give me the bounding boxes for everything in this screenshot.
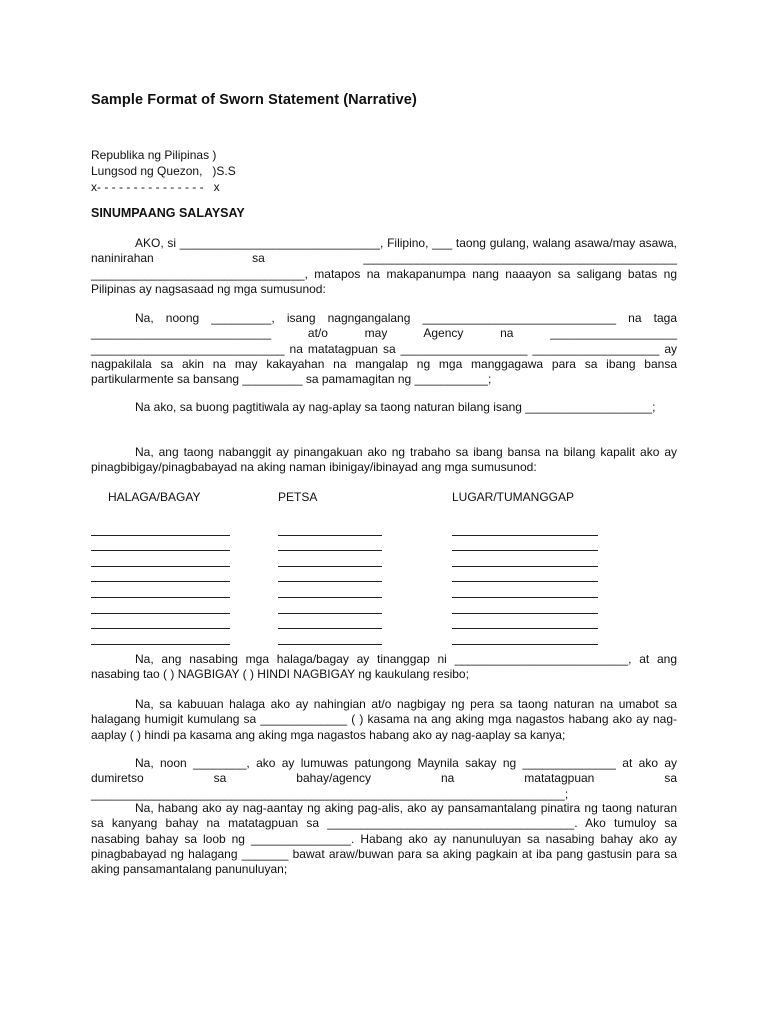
paragraph-4: Na, ang taong nabanggit ay pinangakuan ako ng trabaho sa ibang bansa na bilang kapalit ako ay pinagbibigay/pinagbabayad na aking naman ibinigay/ibinayad ang mga sumusunod:	[91, 445, 677, 475]
paragraph-7: Na, noon ________, ako ay lumuwas patungong Maynila sakay ng ______________ at ako ay dumiretso sa bahay/agency na matatagpuan sa _______________________________________________________________________;	[91, 756, 677, 801]
blank-line	[91, 582, 230, 598]
blank-line	[452, 582, 598, 598]
blank-line	[91, 536, 230, 552]
paragraph-5: Na, ang nasabing mga halaga/bagay ay tinanggap ni __________________________, at ang nasabing tao ( ) NAGBIGAY ( ) HINDI NAGBIGAY ng kaukulang resibo;	[91, 652, 677, 682]
blank-line	[278, 629, 382, 645]
header-city: Lungsod ng Quezon, )S.S	[91, 164, 236, 178]
blank-line	[278, 598, 382, 614]
paragraph-3: Na ako, sa buong pagtitiwala ay nag-aplay sa taong naturan bilang isang ___________________;	[135, 400, 656, 414]
paragraph-8: Na, habang ako ay nag-aantay ng aking pag-alis, ako ay pansamantalang pinatira ng taong naturan sa kanyang bahay na matatagpuan sa _____________________________________. Ako tumuloy sa nasabing bahay sa loob ng _______________. Habang ako ay nanunuluyan sa nasabing bahay ako ay pinagbabayad ng halagang _______ bawat araw/buwan para sa aking pagkain at iba pang gastusin para sa aking pansamantalang panunuluyan;	[91, 801, 677, 877]
header-separator: x- - - - - - - - - - - - - - - x	[91, 180, 220, 194]
blank-line	[91, 614, 230, 630]
blank-line	[452, 551, 598, 567]
column-header-halaga: HALAGA/BAGAY	[108, 490, 201, 504]
blank-line	[278, 614, 382, 630]
blank-line	[452, 629, 598, 645]
blank-line	[91, 551, 230, 567]
blank-line	[452, 567, 598, 583]
blank-column-petsa	[278, 520, 382, 645]
blank-line	[91, 598, 230, 614]
blank-line	[452, 536, 598, 552]
blank-line	[452, 598, 598, 614]
blank-column-lugar	[452, 520, 598, 645]
blank-line	[278, 551, 382, 567]
paragraph-2: Na, noong _________, isang nagngangalang _____________________________ na taga ___________________________ at/o may Agency na ___________________ _____________________________ na matatagpuan sa ___________________ ___________________ ay nagpakilala sa akin na may kakayahan na mangalap ng mga manggagawa para sa ibang bansa partikularmente sa bansang _________ sa pamamagitan ng ___________;	[91, 311, 677, 387]
paragraph-1: AKO, si ______________________________, Filipino, ___ taong gulang, walang asawa/may asawa, naninirahan sa _______________________________________________ ________________________________, matapos na makapanumpa nang naaayon sa saligang batas ng Pilipinas ay nagsasaad ng mga sumusunod:	[91, 236, 677, 296]
blank-column-halaga	[91, 520, 230, 645]
blank-line	[278, 536, 382, 552]
document-title: Sample Format of Sworn Statement (Narrative)	[91, 92, 417, 108]
blank-line	[278, 520, 382, 536]
blank-line	[91, 567, 230, 583]
blank-line	[91, 629, 230, 645]
jurisdiction-header	[91, 147, 236, 195]
blank-line	[278, 567, 382, 583]
header-republic: Republika ng Pilipinas )	[91, 148, 217, 162]
blank-line	[452, 520, 598, 536]
statement-heading: SINUMPAANG SALAYSAY	[91, 206, 245, 220]
blank-line	[452, 614, 598, 630]
paragraph-6: Na, sa kabuuan halaga ako ay nahingian at/o nagbigay ng pera sa taong naturan na umabot sa halagang humigit kumulang sa _____________ ( ) kasama na ang aking mga nagastos habang ako ay nag-aaplay ( ) hindi pa kasama ang aking mga nagastos habang ako ay nag-aaplay sa kanya;	[91, 697, 677, 742]
blank-line	[278, 582, 382, 598]
blank-line	[91, 520, 230, 536]
column-header-petsa: PETSA	[278, 490, 318, 504]
column-header-lugar: LUGAR/TUMANGGAP	[452, 490, 575, 504]
